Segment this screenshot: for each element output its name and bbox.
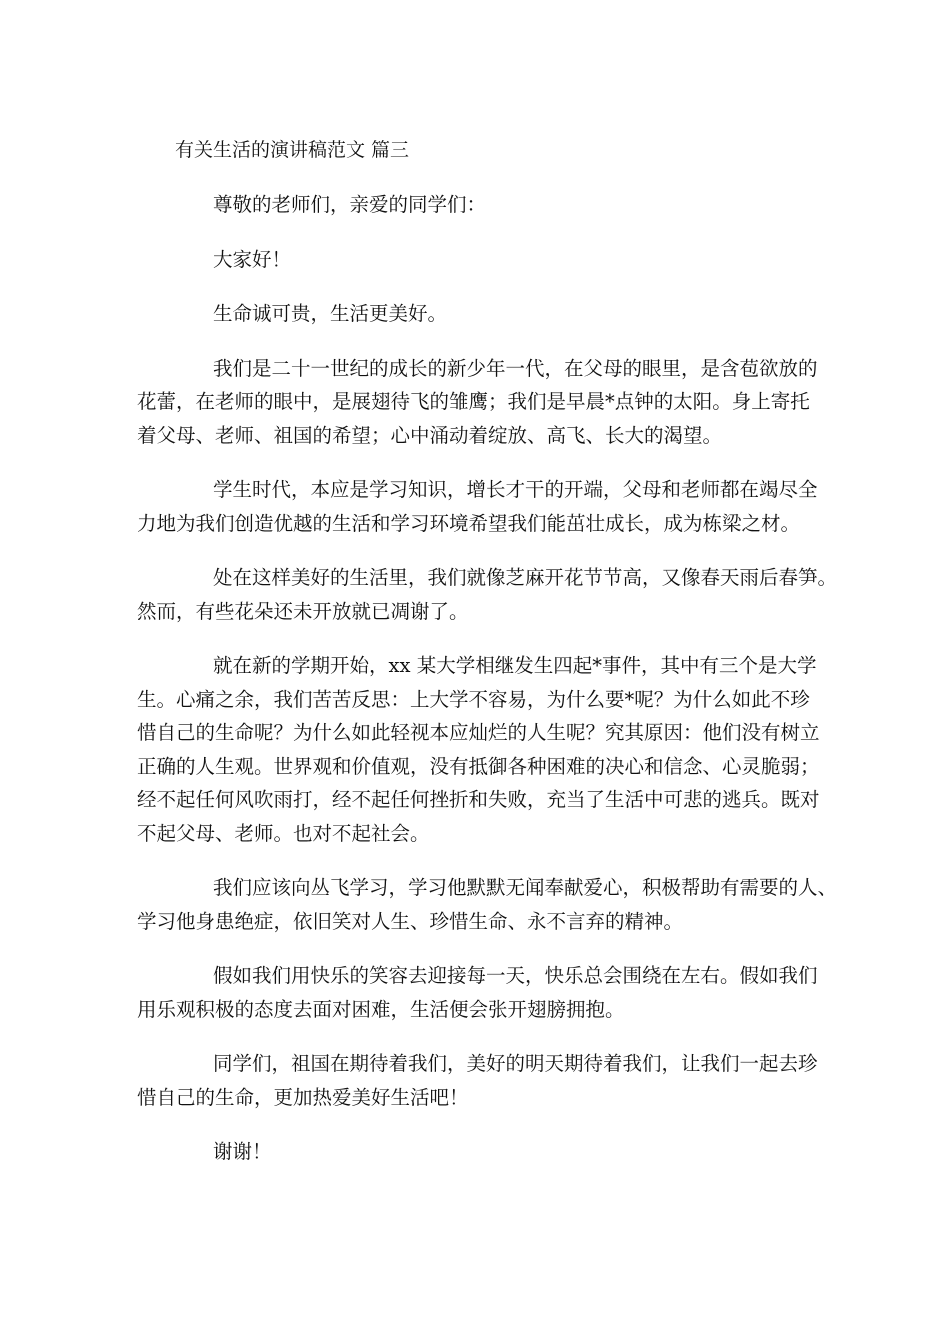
paragraph bbox=[137, 1047, 837, 1114]
paragraph-line: 我们应该向丛飞学习，学习他默默无闻奉献爱心，积极帮助有需要的人、 bbox=[213, 876, 838, 899]
document-body bbox=[137, 133, 837, 1169]
paragraph bbox=[137, 1135, 837, 1169]
paragraph-line: 处在这样美好的生活里，我们就像芝麻开花节节高，又像春天雨后春笋。 bbox=[213, 566, 838, 589]
paragraph-line: 大家好！ bbox=[213, 247, 292, 271]
document-title: 有关生活的演讲稿范文 篇三 bbox=[175, 139, 410, 161]
paragraph-line: 我们是二十一世纪的成长的新少年一代，在父母的眼里，是含苞欲放的 bbox=[213, 356, 818, 380]
paragraph-line: 经不起任何风吹雨打，经不起任何挫折和失败，充当了生活中可悲的逃兵。既对 bbox=[137, 788, 820, 811]
paragraph-line: 惜自己的生命呢？为什么如此轻视本应灿烂的人生呢？究其原因：他们没有树立 bbox=[137, 721, 820, 744]
paragraph-list bbox=[137, 188, 837, 1169]
paragraph-line: 然而，有些花朵还未开放就已凋谢了。 bbox=[137, 599, 469, 623]
paragraph bbox=[137, 561, 837, 628]
paragraph bbox=[137, 871, 837, 938]
paragraph-line: 就在新的学期开始，xx 某大学相继发生四起*事件，其中有三个是大学 bbox=[213, 654, 817, 677]
paragraph bbox=[137, 959, 837, 1026]
paragraph-line: 学习他身患绝症，依旧笑对人生、珍惜生命、永不言弃的精神。 bbox=[137, 909, 684, 933]
paragraph bbox=[137, 297, 837, 331]
paragraph-line: 着父母、老师、祖国的希望；心中涌动着绽放、高飞、长大的渴望。 bbox=[137, 423, 723, 447]
paragraph-line: 正确的人生观。世界观和价值观，没有抵御各种困难的决心和信念、心灵脆弱； bbox=[137, 754, 820, 778]
paragraph-line: 力地为我们创造优越的生活和学习环境希望我们能茁壮成长，成为栋梁之材。 bbox=[137, 511, 801, 535]
paragraph bbox=[137, 243, 837, 277]
paragraph-line: 同学们，祖国在期待着我们，美好的明天期待着我们，让我们一起去珍 bbox=[213, 1052, 818, 1075]
paragraph bbox=[137, 352, 837, 453]
paragraph-line: 惜自己的生命，更加热爱美好生活吧！ bbox=[137, 1085, 469, 1109]
paragraph bbox=[137, 649, 837, 850]
paragraph-line: 假如我们用快乐的笑容去迎接每一天，快乐总会围绕在左右。假如我们 bbox=[213, 964, 818, 987]
paragraph-line: 生命诚可贵，生活更美好。 bbox=[213, 302, 448, 325]
paragraph bbox=[137, 473, 837, 540]
paragraph-line: 尊敬的老师们，亲爱的同学们： bbox=[213, 193, 487, 216]
paragraph-line: 用乐观积极的态度去面对困难，生活便会张开翅膀拥抱。 bbox=[137, 997, 625, 1021]
paragraph-line: 花蕾，在老师的眼中，是展翅待飞的雏鹰；我们是早晨*点钟的太阳。身上寄托 bbox=[137, 390, 810, 413]
paragraph-line: 谢谢！ bbox=[213, 1140, 272, 1163]
paragraph bbox=[137, 188, 837, 222]
paragraph-line: 生。心痛之余，我们苦苦反思：上大学不容易，为什么要*呢？为什么如此不珍 bbox=[137, 687, 810, 711]
paragraph-line: 学生时代，本应是学习知识，增长才干的开端，父母和老师都在竭尽全 bbox=[213, 478, 818, 501]
paragraph-line: 不起父母、老师。也对不起社会。 bbox=[137, 821, 430, 845]
